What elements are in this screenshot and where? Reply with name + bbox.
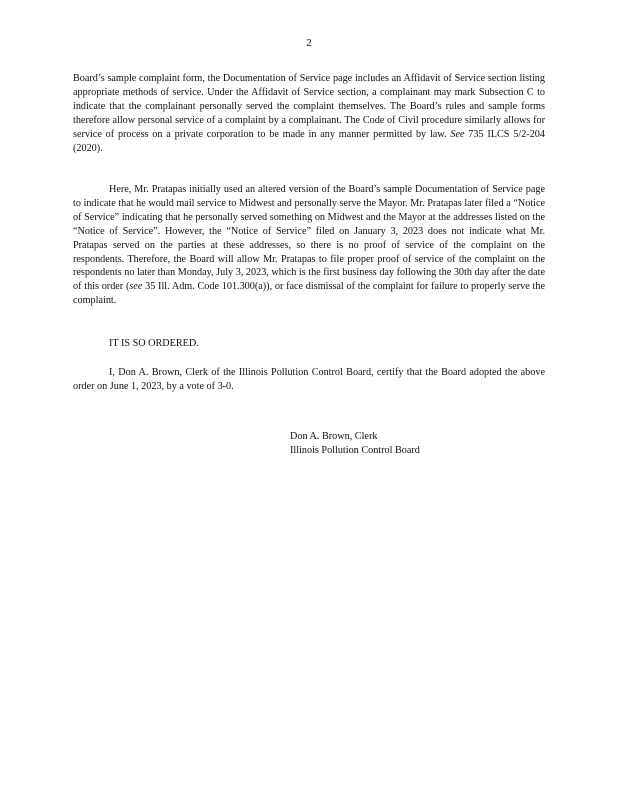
signature-block (290, 430, 420, 458)
paragraph-proof-of-service (73, 183, 545, 308)
paragraph-text: Here, Mr. Pratapas initially used an altered version of the Board’s sample Documentation of Service page to indicate that he would mail service to Midwest and personally serve the Mayor. Mr. Pratapas later filed a “Notice of Service” indicating that he personally served something on Midwest and the Mayor at the addresses listed on the “Notice of Service”. However, the “Notice of Service” filed on January 3, 2023 does not indicate what Mr. Pratapas served on the parties at these addresses, so there is no proof of service of the complaint on the respondents. Therefore, the Board will allow Mr. Pratapas to file proper proof of service of the complaint on the respondents no later than Monday, July 3, 2023, which is the first business day following the 30th day after the date of this order ( (73, 184, 545, 293)
signature-name: Don A. Brown, Clerk (290, 431, 378, 442)
paragraph-text: Board’s sample complaint form, the Documentation of Service page includes an Affidavit of Service section listing appropriate methods of service. Under the Affidavit of Service section, a complainant may mark Subsection C to indicate that the complainant personally served the complaint themselves. The Board’s rules and sample forms therefore allow personal service of a complaint by a complainant. The Code of Civil procedure similarly allows for service of process on a private corporation to be made in any manner permitted by law. (73, 73, 545, 140)
page-number: 2 (306, 37, 312, 49)
paragraph-text: 735 ILCS 5/2-204 (2020). (73, 128, 545, 154)
clerk-certification: I, Don A. Brown, Clerk of the Illinois Pollution Control Board, certify that the Board adopted the above order on June 1, 2023, by a vote of 3-0. (73, 367, 545, 392)
paragraph-service-methods (73, 72, 545, 155)
signature-organization: Illinois Pollution Control Board (290, 444, 420, 456)
citation-signal: see (129, 281, 143, 293)
order-statement: IT IS SO ORDERED. (109, 338, 199, 349)
citation-signal: See (450, 128, 465, 140)
paragraph-text: 35 Ill. Adm. Code 101.300(a)), or face dismissal of the complaint for failure to properly serve the complaint. (73, 281, 545, 307)
